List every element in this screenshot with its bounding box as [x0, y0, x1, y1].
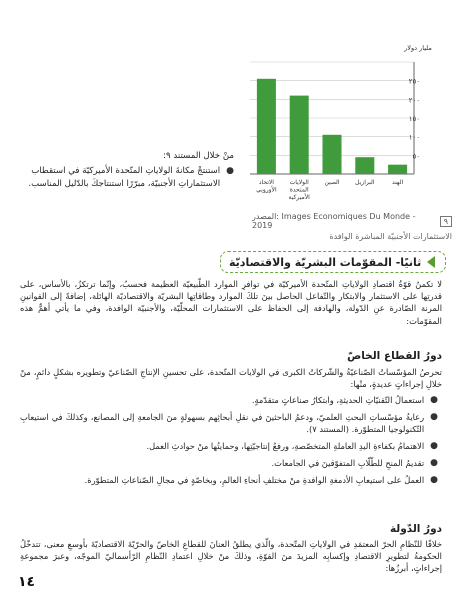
chart-svg [238, 28, 452, 214]
question-intro: منْ خلال المستند ٩: [163, 151, 234, 161]
list-item-text: تقديمُ المنحِ للطّلّابِ المتفوّقينَ في الجامعات. [271, 458, 425, 469]
x-tick-label: الصين [324, 179, 340, 186]
state-paragraph: خلافًا للنّظامِ الحرّ المعتمَدِ في الولاياتِ المتّحدة، والّذي يطلقُ العنانَ للقطاعِ الخاصّ والحرّيّةَ الاقتصاديّةَ بأوسعِ معنى، تتدخّلُ الحكومةُ لتطويرِ الاقتصادِ وإكسابِه المزيدَ منَ القوّةِ، وذلكَ منْ خلالِ اعتمادِ النّظامِ الرّأسماليّ الموجّه، وعبرَ مجموعةِ إجراءاتٍ، أبرزُها: [20, 539, 442, 574]
section-title-text: ثانيًا- المقوّمات البشريّة والاقتصاديّة [229, 255, 422, 269]
state-heading: دورُ الدّولة [389, 523, 442, 535]
bar [355, 157, 374, 174]
y-tick-label: ١٥٠ [408, 115, 420, 123]
private-sector-heading: دورُ القطاع الخاصّ [347, 350, 442, 362]
page-number: ١٤ [18, 574, 36, 590]
y-tick-label: ٥٠ [412, 152, 420, 161]
list-item-text: العملُ على استيعابِ الأدمغةِ الوافدةِ منْ مختلفِ أنحاءِ العالمِ، وبخاصّةٍ في مجالِ الصّناعاتِ المتطوّرة. [84, 475, 425, 486]
caption-source: المصدر: Images Economiques Du Monde - 2019 [252, 212, 416, 230]
list-item [20, 411, 438, 435]
triangle-marker-icon [427, 256, 435, 268]
question-block [16, 150, 234, 191]
question-text: استنتجْ مكانةَ الولاياتِ المتّحدة الأميركيّة في استقطاب الاستثماراتِ الأجنبيّة، مبرّرًا استنتاجكَ بالدّليل المناسب. [28, 166, 221, 189]
y-axis-label: مليار دولار [404, 44, 432, 52]
bullet-icon: ● [430, 412, 438, 422]
y-tick-label: ٢٠٠ [408, 96, 420, 105]
x-tick-label: الاتحاد [258, 179, 274, 186]
intro-paragraph: لا تكمنُ قوّةُ اقتصادِ الولاياتِ المتّحدة الأميركيّة في توافرِ الموارد الطّبيعيّة العظيمة فحسبُ، وإنّما ترتكزُ، بالأساس، على قدرتِها على الاستثمار والابتكار والتّفاعل الحاصل بينَ تلكَ الموارد وطاقاتِها البشريّة والاقتصاديّة الهائلة، إضافةً إلى القوانينِ المرنة الصّادرة عنِ الدّولة، والهادفة إلى الحفاظ على الاستثمارات المحلّيّة، والأجنبيّة الوافدة، وفي ما يأتي أهمُّ هذه المقوّمات: [20, 279, 442, 326]
list-item [20, 474, 438, 486]
bar-chart [238, 28, 452, 214]
x-tick-label: الولايات [289, 179, 309, 186]
x-tick-label: الأوروبي [256, 186, 277, 194]
question-item [16, 165, 234, 191]
list-item-text: استعمالُ التّقنيّاتِ الحديثةِ، وابتكارُ صناعاتٍ متقدّمةٍ. [251, 395, 425, 405]
bullet-icon: ● [226, 166, 234, 176]
bar [290, 96, 309, 174]
x-tick-label: المتحدة [289, 186, 309, 194]
bar [322, 135, 341, 174]
bullet-icon: ● [430, 458, 438, 469]
private-sector-list [20, 394, 438, 491]
list-item-text: الاهتمامُ بكفاءةِ اليدِ العاملةِ المتخصّصةِ، ورفعُ إنتاجيّتِها، وحمايتُها منْ حوادثِ العمل. [146, 441, 425, 452]
bar [388, 165, 407, 174]
bullet-icon: ● [430, 475, 438, 486]
bullet-icon: ● [430, 395, 438, 405]
chart-caption [252, 212, 452, 241]
x-tick-label: الأميركية [288, 194, 310, 201]
y-tick-label: ٢٥٠ [408, 77, 420, 86]
list-item [20, 457, 438, 469]
caption-subtitle: الاستثمارات الأجنبيّة المباشرة الوافدة [329, 232, 452, 241]
document-number: ٩ [440, 216, 452, 227]
section-title [220, 251, 446, 273]
bar [257, 79, 276, 174]
x-tick-label: البرازيل [355, 179, 375, 186]
list-item-text: رعايةُ مؤسّساتِ البحثِ العلميّ، ودعمُ الباحثينَ في نقلِ أبحاثِهم بسهولةٍ منَ الجامعةِ إلى المصانع، وكذلكَ في استيعابِ التّكنولوجيا المتطوّرة. (المستند ٧). [20, 412, 425, 435]
list-item [20, 440, 438, 452]
private-sector-paragraph: تحرصُ المؤسّساتُ الصّناعيّةُ والشّركاتُ الكبرى في الولايات المتّحدة، على تحسينِ الإنتاجِ الصّناعيّ وتطويره بشكلٍ دائمٍ، منْ خلالِ إجراءاتٍ عديدةٍ، منْها: [20, 367, 442, 390]
x-tick-label: الهند [391, 179, 404, 186]
bullet-icon: ● [430, 441, 438, 452]
list-item [20, 394, 438, 406]
y-tick-label: ١٠٠ [408, 133, 420, 142]
